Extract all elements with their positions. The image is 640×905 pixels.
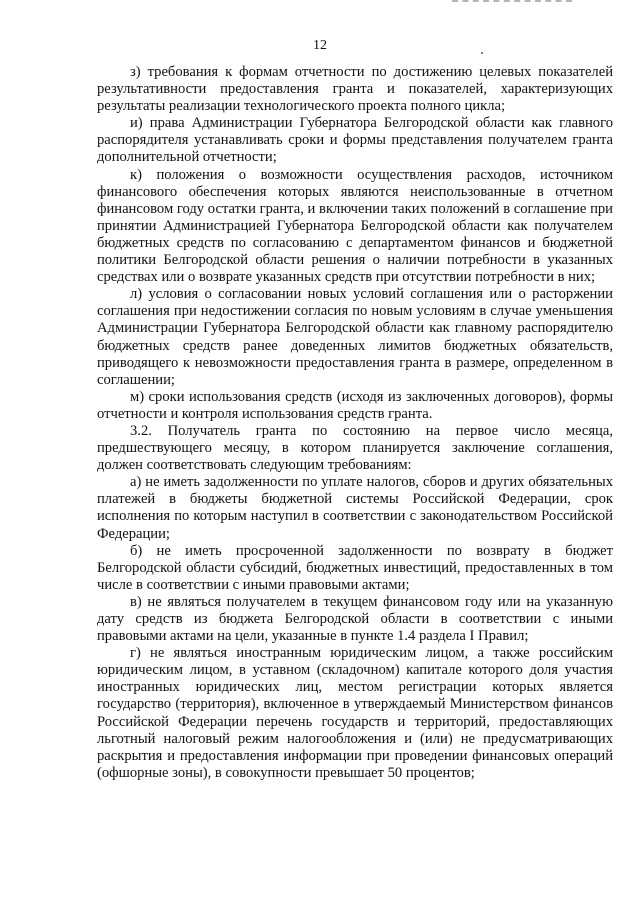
paragraph-v-not-recipient: в) не являться получателем в текущем финансовом году или на указанную дату средств из бюджета Белгородской области в соответствии с иными правовыми актами на цели, указанные в пункте 1.4 раздела I Правил;	[97, 593, 613, 645]
paragraph-z-reporting-requirements: з) требования к формам отчетности по достижению целевых показателей результативности предоставления гранта и показателей, характеризующих результаты реализации технологического проекта полного цикла;	[97, 64, 613, 115]
paragraph-m-usage-terms: м) сроки использования средств (исходя из заключенных договоров), формы отчетности и контроля использования средств гранта.	[97, 388, 613, 422]
paragraph-l-new-terms: л) условия о согласовании новых условий соглашения или о расторжении соглашения при недостижении согласия по новым условиям в случае уменьшения Администрации Губернатора Белгородской области как главному распорядителю бюджетных средств ранее доведенных лимитов бюджетных обязательств, приводящего к невозможности предоставления гранта в размере, определенном в соглашении;	[97, 286, 613, 388]
paragraph-g-not-foreign-entity: г) не являться иностранным юридическим лицом, а также российским юридическим лицом, в уставном (складочном) капитале которого доля участия иностранных юридических лиц, местом регистрации которых является государство (территория), включенное в утверждаемый Министерством финансов Российской Федерации перечень государств и территорий, предоставляющих льготный налоговый режим налогообложения и (или) не предусматривающих раскрытия и предоставления информации при проведении финансовых операций (офшорные зоны), в совокупности превышает 50 процентов;	[97, 645, 613, 781]
paragraph-3-2-requirements: 3.2. Получатель гранта по состоянию на первое число месяца, предшествующего месяцу, в котором планируется заключение соглашения, должен соответствовать следующим требованиям:	[97, 422, 613, 474]
document-body	[97, 64, 613, 782]
paragraph-b-no-overdue-debt: б) не иметь просроченной задолженности по возврату в бюджет Белгородской области субсидий, бюджетных инвестиций, предоставленных в том числе в соответствии с иными правовыми актами;	[97, 542, 613, 593]
page-number: 12	[313, 38, 327, 53]
paragraph-k-unused-balance: к) положения о возможности осуществления расходов, источником финансового обеспечения которых являются неиспользованные в отчетном финансовом году остатки гранта, и включении таких положений в соглашение при принятии Администрацией Губернатора Белгородской области как получателем бюджетных средств по согласованию с департаментом финансов и бюджетной политики Белгородской области решения о наличии потребности в указанных средствах или о возврате указанных средств при отсутствии потребности в них;	[97, 166, 613, 286]
paragraph-i-administration-rights: и) права Администрации Губернатора Белгородской области как главного распорядителя устанавливать сроки и формы представления получателем гранта дополнительной отчетности;	[97, 115, 613, 166]
paragraph-a-no-tax-debt: а) не иметь задолженности по уплате налогов, сборов и других обязательных платежей в бюджеты бюджетной системы Российской Федерации, срок исполнения по которым наступил в соответствии с законодательством Российской Федерации;	[97, 474, 613, 542]
scan-edge-mark	[452, 0, 572, 6]
